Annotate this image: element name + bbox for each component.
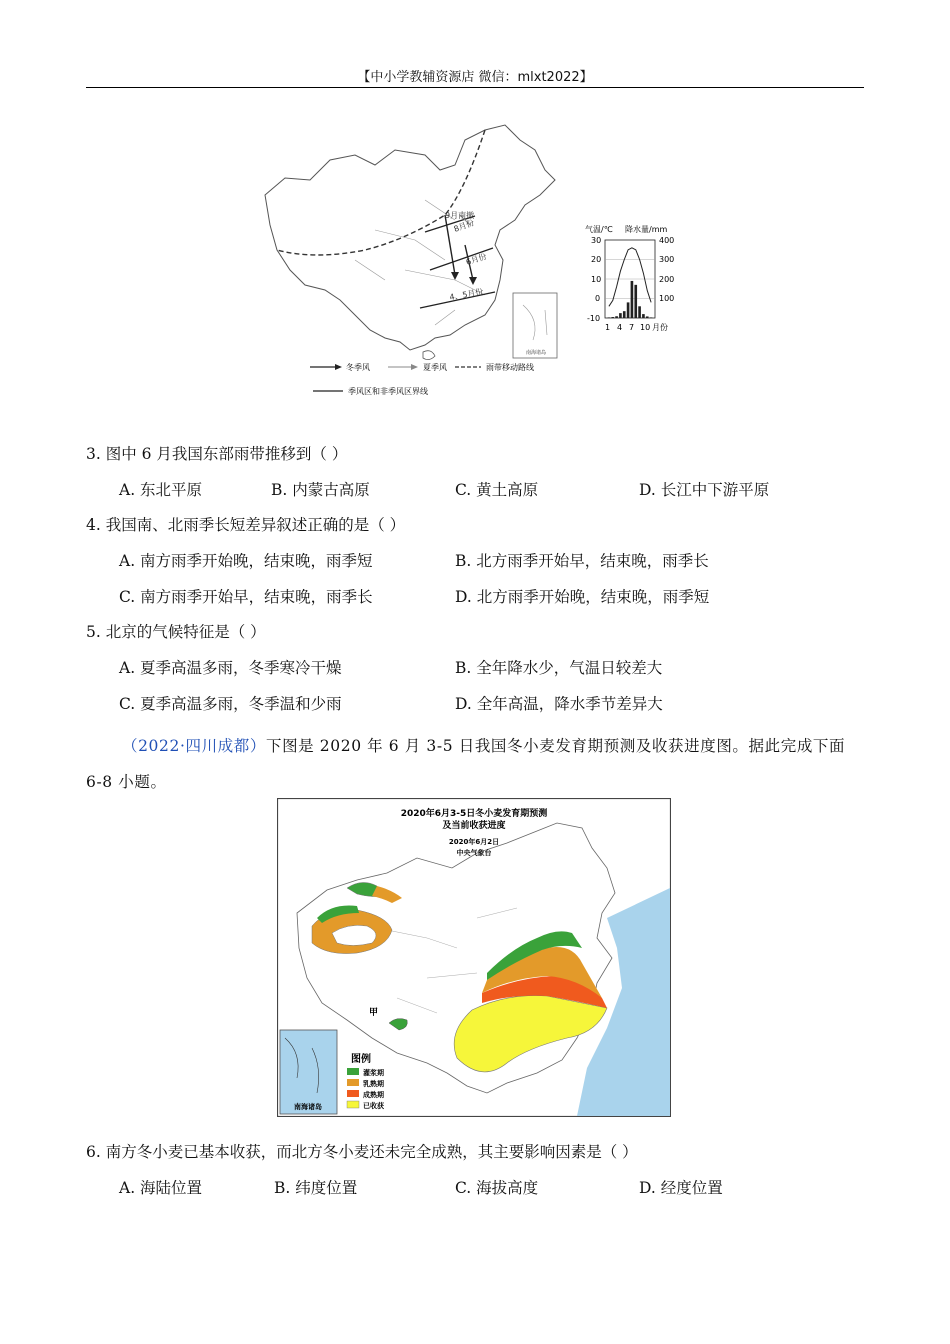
month-unit: 月份	[652, 323, 668, 332]
q6-option-d[interactable]: D. 经度位置	[639, 1179, 723, 1197]
map-title-line-1: 2020年6月3-5日冬小麦发育期预测	[400, 809, 548, 819]
legend-rain-belt: 雨带移动路线	[486, 363, 534, 372]
precip-bar	[638, 306, 641, 318]
legend-milk: 乳熟期	[363, 1080, 384, 1088]
q4-option-b[interactable]: B. 北方雨季开始早，结束晚，雨季长	[455, 552, 709, 570]
q3-option-d[interactable]: D. 长江中下游平原	[639, 481, 770, 499]
precip-bar	[634, 285, 637, 318]
q4-option-c[interactable]: C. 南方雨季开始早，结束晚，雨季长	[119, 588, 373, 606]
legend-mature: 成熟期	[363, 1091, 384, 1099]
temp-tick: 10	[591, 275, 602, 284]
legend-grain-filling: 灌浆期	[363, 1069, 384, 1077]
hainan-island	[423, 351, 435, 360]
q6-option-c[interactable]: C. 海拔高度	[455, 1179, 539, 1197]
month-tick: 1	[605, 323, 611, 332]
q5-option-a[interactable]: A. 夏季高温多雨，冬季寒冷干燥	[119, 659, 342, 677]
china-outline	[265, 125, 555, 350]
inset-label: 南海诸岛	[526, 350, 547, 356]
q3-option-c[interactable]: C. 黄土高原	[455, 481, 539, 499]
precip-bar	[615, 316, 618, 318]
precip-tick: 200	[659, 275, 675, 284]
precip-bar	[646, 316, 649, 318]
marker-jia: 甲	[369, 1008, 379, 1018]
question-6-stem: 6. 南方冬小麦已基本收获，而北方冬小麦还未完全成熟，其主要影响因素是（ ）	[86, 1143, 638, 1161]
rain-belt-route-line	[277, 130, 485, 255]
wheat-progress-map	[277, 798, 671, 1117]
precip-bar	[650, 317, 653, 318]
q4-option-d[interactable]: D. 北方雨季开始晚，结束晚，雨季短	[455, 588, 710, 606]
header-rule	[86, 87, 864, 88]
temp-tick: 20	[591, 255, 602, 264]
south-sea-inset	[280, 1030, 337, 1114]
q5-option-c[interactable]: C. 夏季高温多雨，冬季温和少雨	[119, 695, 342, 713]
intro-text: 下图是 2020 年 6 月 3-5 日我国冬小麦发育期预测及收获进度图。据此完成下面 6-8 小题。	[86, 737, 846, 791]
label-jun: 6月份	[464, 251, 488, 267]
q6-option-b[interactable]: B. 纬度位置	[274, 1179, 358, 1197]
rain-belt-figure	[255, 120, 695, 405]
climate-chart	[585, 224, 674, 332]
precip-tick: 400	[659, 236, 675, 245]
inset-label: 南海诸岛	[294, 1103, 322, 1111]
label-aug: 8月份	[452, 218, 476, 234]
map-agency: 中央气象台	[456, 849, 492, 857]
label-apr-may: 4、5月份	[448, 287, 485, 302]
q5-option-d[interactable]: D. 全年高温，降水季节差异大	[455, 695, 663, 713]
q3-option-a[interactable]: A. 东北平原	[119, 481, 203, 499]
question-3-stem: 3. 图中 6 月我国东部雨带推移到（ ）	[86, 445, 348, 463]
map-date: 2020年6月2日	[448, 838, 500, 846]
temp-tick: 30	[591, 236, 602, 245]
month-tick: 7	[629, 323, 635, 332]
label-sep: 9月南撤	[445, 211, 475, 220]
legend-boundary: 季风区和非季风区界线	[348, 387, 428, 396]
source-tag: （2022·四川成都）	[122, 737, 266, 755]
precip-bar	[623, 311, 626, 318]
q3-option-b[interactable]: B. 内蒙古高原	[271, 481, 370, 499]
q6-option-a[interactable]: A. 海陆位置	[119, 1179, 203, 1197]
month-tick: 10	[640, 323, 651, 332]
precip-axis-title: 降水量/mm	[625, 225, 668, 234]
precip-bar	[608, 317, 611, 318]
precip-bar	[619, 313, 622, 318]
temp-tick: -10	[587, 314, 601, 323]
page-header: 【中小学教辅资源店 微信：mlxt2022】	[357, 70, 593, 85]
precip-bar	[611, 317, 614, 318]
map-title-line-2: 及当前收获进度	[442, 821, 506, 831]
precip-bar	[627, 302, 630, 318]
temp-tick: 0	[595, 294, 601, 303]
precip-tick: 300	[659, 255, 675, 264]
precip-tick: 100	[659, 294, 675, 303]
precip-bar	[631, 281, 634, 318]
precip-bar	[642, 314, 645, 318]
legend-title: 图例	[351, 1054, 371, 1065]
month-tick: 4	[617, 323, 623, 332]
question-5-stem: 5. 北京的气候特征是（ ）	[86, 623, 266, 641]
q5-option-b[interactable]: B. 全年降水少，气温日较差大	[455, 659, 663, 677]
legend-harvested: 已收获	[363, 1102, 384, 1110]
legend-summer-wind: 夏季风	[423, 363, 447, 372]
temperature-curve	[609, 248, 651, 306]
q4-option-a[interactable]: A. 南方雨季开始晚，结束晚，雨季短	[119, 552, 373, 570]
legend-winter-wind: 冬季风	[346, 363, 370, 372]
temp-axis-title: 气温/℃	[585, 225, 613, 234]
section-intro	[86, 728, 866, 800]
question-4-stem: 4. 我国南、北雨季长短差异叙述正确的是（ ）	[86, 516, 406, 534]
